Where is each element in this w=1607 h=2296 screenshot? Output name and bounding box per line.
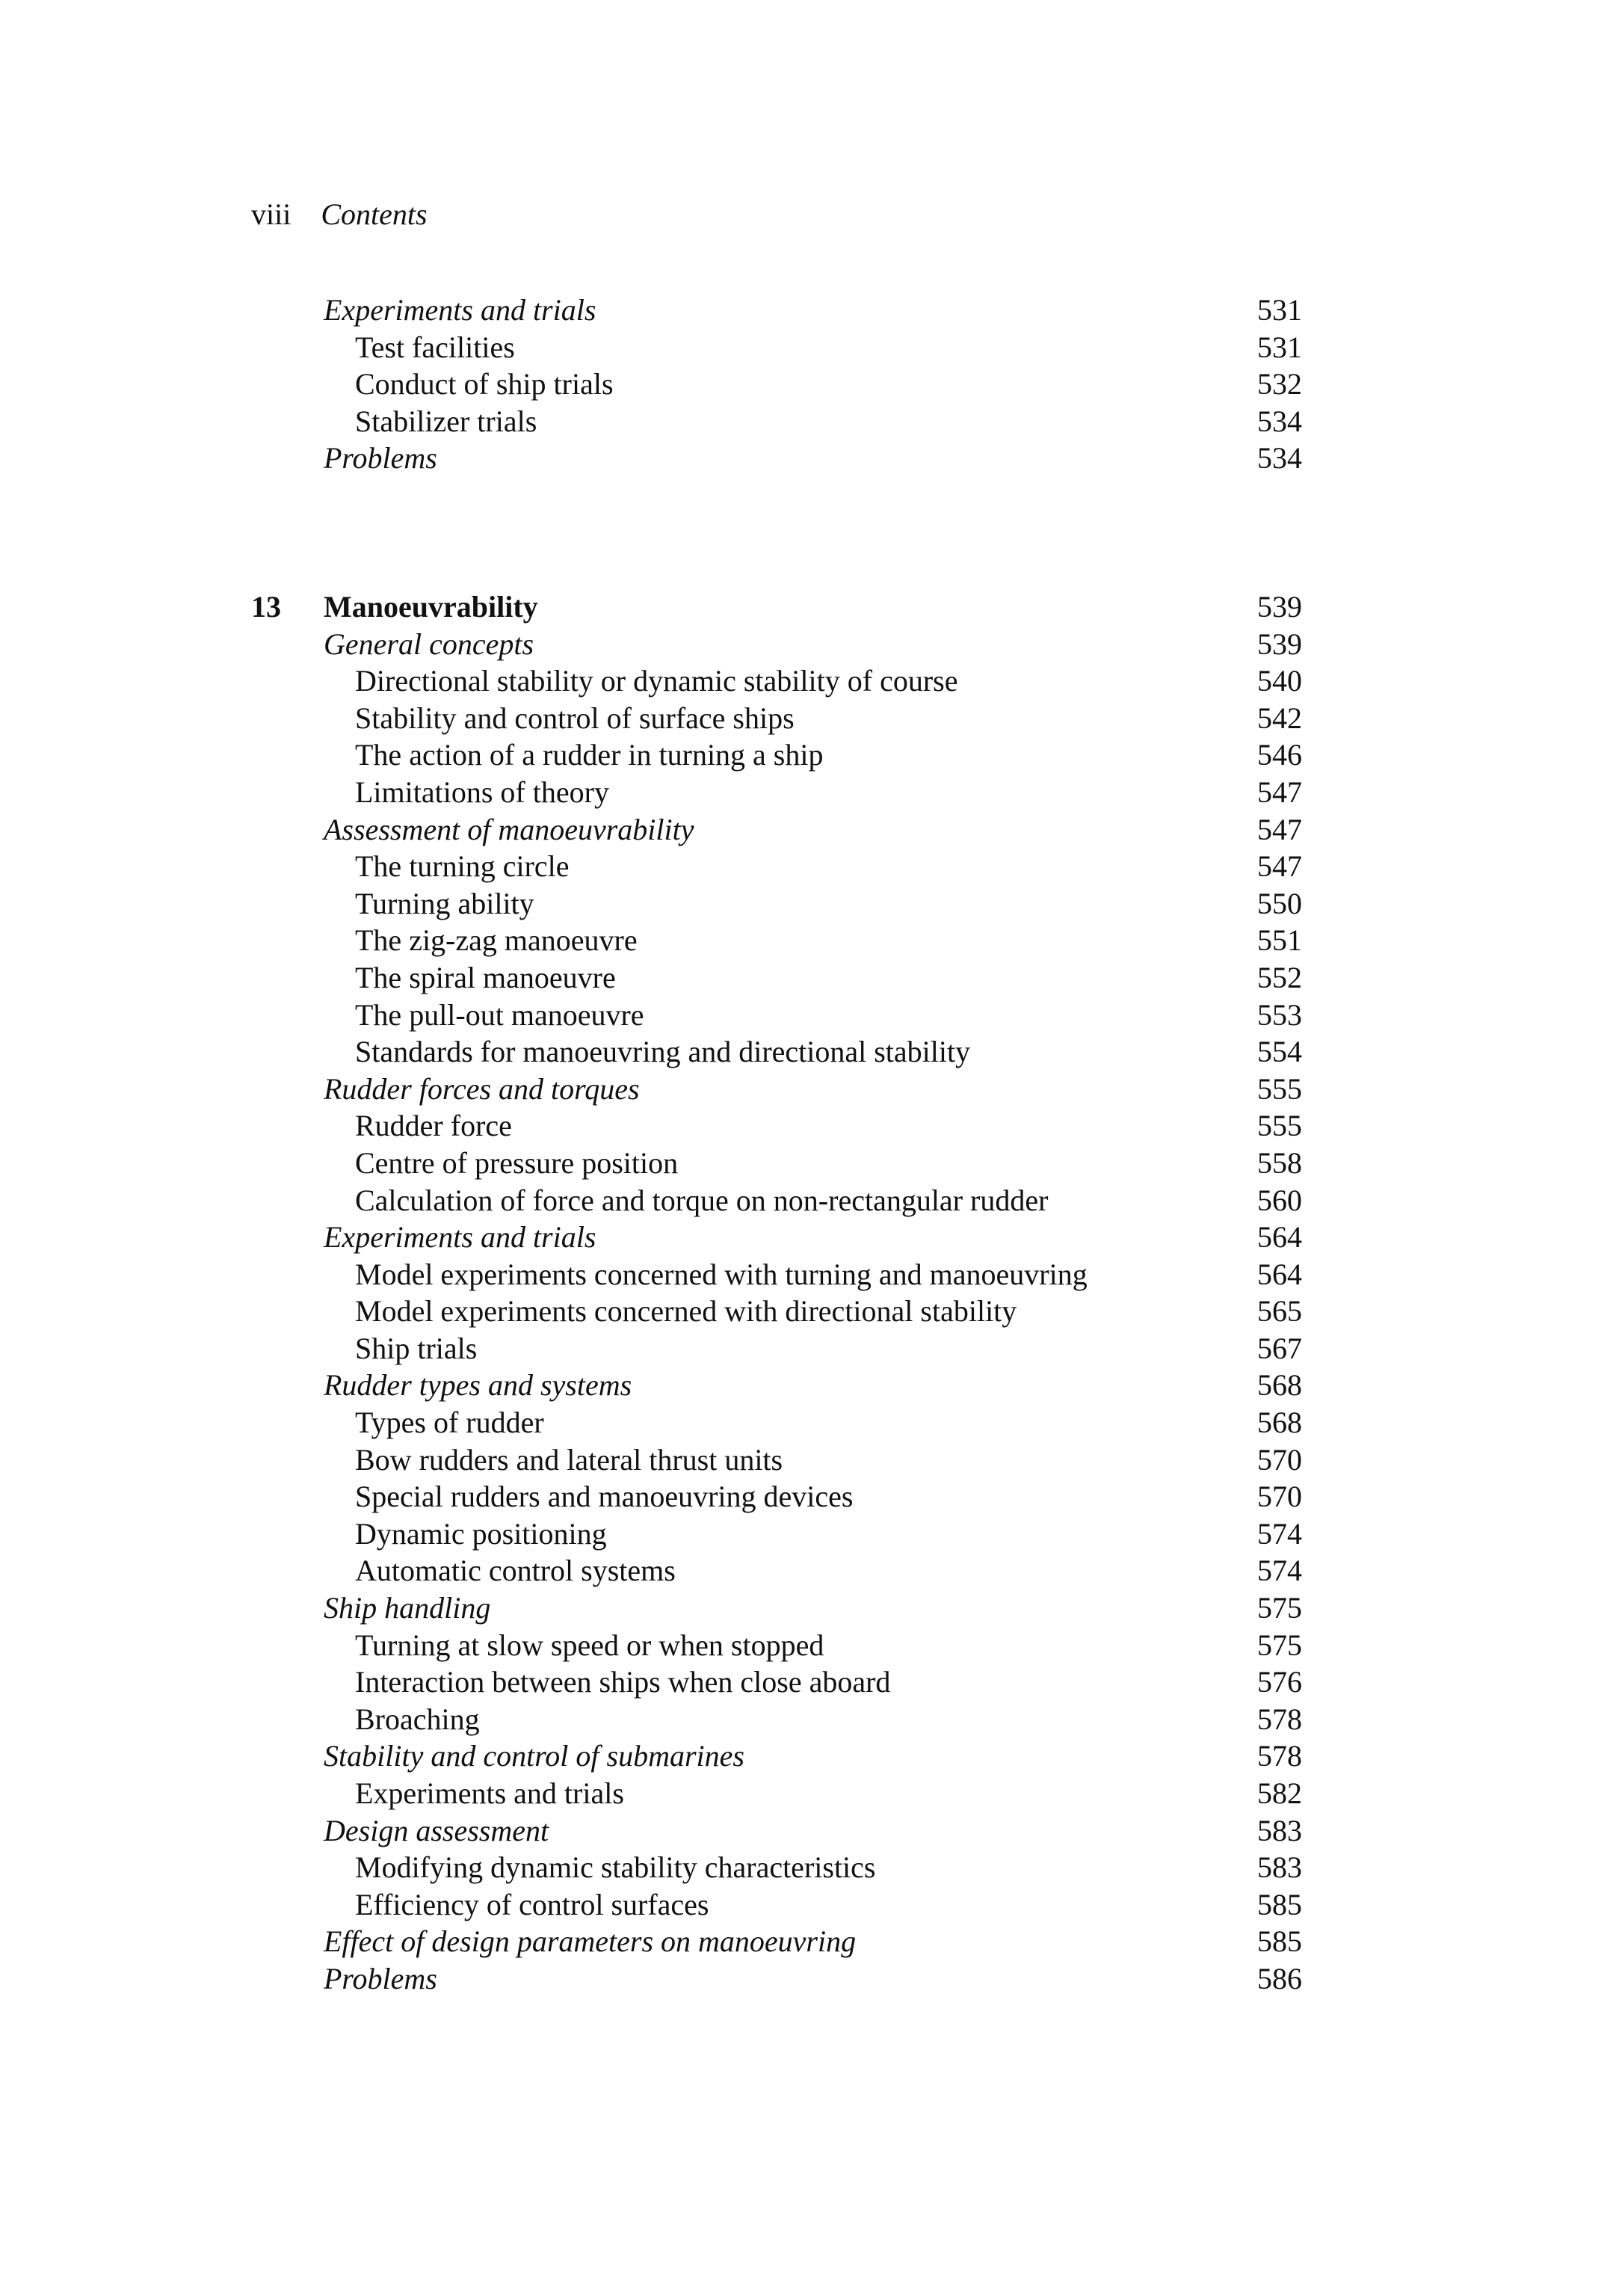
toc-entry-page-number: 542 bbox=[1257, 701, 1302, 735]
toc-entry-page-number: 578 bbox=[1257, 1702, 1302, 1736]
toc-subsection-entry[interactable] bbox=[0, 1701, 1607, 1738]
toc-entry-page-number: 582 bbox=[1257, 1776, 1302, 1810]
running-head bbox=[251, 196, 428, 233]
toc-subsection-entry[interactable] bbox=[0, 885, 1607, 923]
toc-entry-page-number: 575 bbox=[1257, 1591, 1302, 1625]
toc-subsection-entry[interactable] bbox=[0, 1256, 1607, 1293]
toc-entry-title: Effect of design parameters on manoeuvring bbox=[324, 1924, 857, 1959]
toc-entry-title: Stability and control of surface ships bbox=[355, 701, 795, 735]
toc-section-entry[interactable] bbox=[0, 1367, 1607, 1404]
toc-subsection-entry[interactable] bbox=[0, 403, 1607, 440]
toc-entry-title: Stabilizer trials bbox=[355, 404, 537, 438]
toc-entry-page-number: 551 bbox=[1257, 923, 1302, 958]
toc-section-entry[interactable] bbox=[0, 1219, 1607, 1256]
chapter-entry-list bbox=[0, 626, 1607, 1998]
toc-entry-page-number: 583 bbox=[1257, 1850, 1302, 1885]
toc-entry-page-number: 555 bbox=[1257, 1071, 1302, 1106]
toc-entry-title: Design assessment bbox=[324, 1813, 549, 1847]
toc-entry-page-number: 578 bbox=[1257, 1739, 1302, 1773]
toc-subsection-entry[interactable] bbox=[0, 774, 1607, 811]
toc-entry-page-number: 550 bbox=[1257, 886, 1302, 920]
chapter-page-number: 539 bbox=[1257, 590, 1302, 624]
toc-subsection-entry[interactable] bbox=[0, 1627, 1607, 1664]
toc-entry-page-number: 539 bbox=[1257, 627, 1302, 661]
toc-entry-page-number: 558 bbox=[1257, 1145, 1302, 1180]
toc-section-entry[interactable] bbox=[0, 1589, 1607, 1627]
toc-continued-section bbox=[0, 292, 1607, 477]
toc-entry-page-number: 547 bbox=[1257, 812, 1302, 846]
toc-entry-title: General concepts bbox=[324, 627, 534, 661]
toc-entry-title: Types of rudder bbox=[355, 1406, 544, 1440]
toc-subsection-entry[interactable] bbox=[0, 662, 1607, 700]
toc-entry-title: Directional stability or dynamic stability of course bbox=[355, 664, 958, 698]
toc-subsection-entry[interactable] bbox=[0, 1552, 1607, 1589]
toc-subsection-entry[interactable] bbox=[0, 848, 1607, 885]
toc-entry-page-number: 583 bbox=[1257, 1813, 1302, 1847]
toc-entry-page-number: 540 bbox=[1257, 664, 1302, 698]
toc-entry-page-number: 574 bbox=[1257, 1554, 1302, 1588]
toc-section-entry[interactable] bbox=[0, 811, 1607, 849]
toc-entry-page-number: 574 bbox=[1257, 1516, 1302, 1551]
toc-chapter-13 bbox=[0, 588, 1607, 1998]
toc-subsection-entry[interactable] bbox=[0, 366, 1607, 403]
toc-entry-title: Calculation of force and torque on non-rectangular rudder bbox=[355, 1183, 1049, 1217]
toc-entry-title: Rudder types and systems bbox=[324, 1368, 632, 1403]
toc-entry-title: Turning ability bbox=[355, 886, 534, 920]
toc-entry-page-number: 570 bbox=[1257, 1442, 1302, 1477]
toc-section-entry[interactable] bbox=[0, 1071, 1607, 1108]
toc-entry-page-number: 585 bbox=[1257, 1924, 1302, 1959]
toc-section-entry[interactable] bbox=[0, 440, 1607, 477]
toc-entry-title: Modifying dynamic stability characteristics bbox=[355, 1850, 876, 1885]
toc-entry-title: Limitations of theory bbox=[355, 775, 609, 809]
toc-section-entry[interactable] bbox=[0, 626, 1607, 663]
toc-subsection-entry[interactable] bbox=[0, 329, 1607, 366]
toc-entry-page-number: 576 bbox=[1257, 1665, 1302, 1699]
toc-entry-title: The spiral manoeuvre bbox=[355, 960, 616, 994]
toc-entry-page-number: 531 bbox=[1257, 330, 1302, 364]
toc-entry-page-number: 560 bbox=[1257, 1183, 1302, 1217]
toc-entry-page-number: 575 bbox=[1257, 1628, 1302, 1662]
chapter-title: Manoeuvrability bbox=[324, 590, 538, 624]
toc-subsection-entry[interactable] bbox=[0, 1478, 1607, 1515]
toc-subsection-entry[interactable] bbox=[0, 700, 1607, 737]
toc-section-entry[interactable] bbox=[0, 1960, 1607, 1998]
toc-entry-title: The action of a rudder in turning a ship bbox=[355, 738, 824, 772]
toc-entry-title: Dynamic positioning bbox=[355, 1516, 607, 1551]
toc-subsection-entry[interactable] bbox=[0, 1663, 1607, 1701]
toc-entry-title: Rudder forces and torques bbox=[324, 1071, 640, 1106]
toc-entry-title: Interaction between ships when close aboard bbox=[355, 1665, 891, 1699]
toc-subsection-entry[interactable] bbox=[0, 997, 1607, 1034]
toc-entry-title: Assessment of manoeuvrability bbox=[324, 812, 694, 846]
toc-entry-title: The turning circle bbox=[355, 849, 570, 884]
toc-subsection-entry[interactable] bbox=[0, 1441, 1607, 1479]
toc-entry-page-number: 531 bbox=[1257, 293, 1302, 327]
toc-entry-title: Turning at slow speed or when stopped bbox=[355, 1628, 824, 1662]
toc-section-entry[interactable] bbox=[0, 292, 1607, 329]
toc-subsection-entry[interactable] bbox=[0, 1849, 1607, 1886]
toc-entry-title: Ship handling bbox=[324, 1591, 491, 1625]
toc-entry-page-number: 534 bbox=[1257, 441, 1302, 475]
toc-entry-page-number: 586 bbox=[1257, 1961, 1302, 1995]
toc-entry-page-number: 547 bbox=[1257, 775, 1302, 809]
toc-entry-title: Bow rudders and lateral thrust units bbox=[355, 1442, 783, 1477]
toc-entry-title: Special rudders and manoeuvring devices bbox=[355, 1480, 854, 1514]
toc-entry-page-number: 568 bbox=[1257, 1406, 1302, 1440]
toc-entry-page-number: 570 bbox=[1257, 1480, 1302, 1514]
toc-subsection-entry[interactable] bbox=[0, 922, 1607, 959]
toc-entry-page-number: 532 bbox=[1257, 367, 1302, 401]
toc-entry-page-number: 554 bbox=[1257, 1035, 1302, 1069]
toc-section-entry[interactable] bbox=[0, 1923, 1607, 1960]
toc-entry-title: Broaching bbox=[355, 1702, 480, 1736]
toc-entry-page-number: 585 bbox=[1257, 1887, 1302, 1921]
toc-entry-title: Efficiency of control surfaces bbox=[355, 1887, 709, 1921]
toc-entry-title: Ship trials bbox=[355, 1331, 478, 1365]
toc-subsection-entry[interactable] bbox=[0, 1145, 1607, 1182]
running-head-title: Contents bbox=[321, 197, 428, 231]
toc-subsection-entry[interactable] bbox=[0, 1107, 1607, 1145]
toc-entry-page-number: 567 bbox=[1257, 1331, 1302, 1365]
toc-subsection-entry[interactable] bbox=[0, 736, 1607, 774]
toc-entry-title: Conduct of ship trials bbox=[355, 367, 614, 401]
chapter-heading-row[interactable] bbox=[0, 588, 1607, 626]
toc-subsection-entry[interactable] bbox=[0, 1886, 1607, 1924]
toc-entry-title: Model experiments concerned with turning and manoeuvring bbox=[355, 1257, 1088, 1291]
toc-subsection-entry[interactable] bbox=[0, 1515, 1607, 1553]
toc-entry-title: Rudder force bbox=[355, 1109, 512, 1143]
toc-subsection-entry[interactable] bbox=[0, 1775, 1607, 1812]
toc-entry-title: The pull-out manoeuvre bbox=[355, 997, 644, 1032]
toc-entry-title: Standards for manoeuvring and directional stability bbox=[355, 1035, 971, 1069]
toc-entry-page-number: 565 bbox=[1257, 1294, 1302, 1329]
toc-entry-page-number: 555 bbox=[1257, 1109, 1302, 1143]
toc-entry-page-number: 553 bbox=[1257, 997, 1302, 1032]
toc-entry-title: Test facilities bbox=[355, 330, 515, 364]
toc-entry-page-number: 564 bbox=[1257, 1220, 1302, 1255]
toc-subsection-entry[interactable] bbox=[0, 1404, 1607, 1441]
toc-section-entry[interactable] bbox=[0, 1812, 1607, 1850]
toc-section-entry[interactable] bbox=[0, 1738, 1607, 1775]
toc-entry-page-number: 552 bbox=[1257, 960, 1302, 994]
toc-entry-title: Centre of pressure position bbox=[355, 1145, 679, 1180]
toc-entry-page-number: 547 bbox=[1257, 849, 1302, 884]
toc-entry-title: Stability and control of submarines bbox=[324, 1739, 744, 1773]
toc-entry-title: Automatic control systems bbox=[355, 1554, 676, 1588]
toc-entry-title: Problems bbox=[324, 1961, 437, 1995]
toc-subsection-entry[interactable] bbox=[0, 1330, 1607, 1367]
chapter-number: 13 bbox=[251, 590, 281, 624]
toc-entry-title: The zig-zag manoeuvre bbox=[355, 923, 638, 958]
toc-subsection-entry[interactable] bbox=[0, 1293, 1607, 1330]
toc-entry-page-number: 564 bbox=[1257, 1257, 1302, 1291]
toc-entry-page-number: 546 bbox=[1257, 738, 1302, 772]
toc-entry-title: Experiments and trials bbox=[324, 293, 596, 327]
toc-subsection-entry[interactable] bbox=[0, 1033, 1607, 1071]
toc-entry-title: Experiments and trials bbox=[355, 1776, 624, 1810]
toc-entry-page-number: 568 bbox=[1257, 1368, 1302, 1403]
toc-entry-title: Experiments and trials bbox=[324, 1220, 596, 1255]
toc-subsection-entry[interactable] bbox=[0, 1182, 1607, 1219]
toc-subsection-entry[interactable] bbox=[0, 959, 1607, 997]
toc-entry-title: Model experiments concerned with directional stability bbox=[355, 1294, 1017, 1329]
toc-entry-page-number: 534 bbox=[1257, 404, 1302, 438]
page-folio: viii bbox=[251, 197, 292, 231]
toc-entry-title: Problems bbox=[324, 441, 437, 475]
